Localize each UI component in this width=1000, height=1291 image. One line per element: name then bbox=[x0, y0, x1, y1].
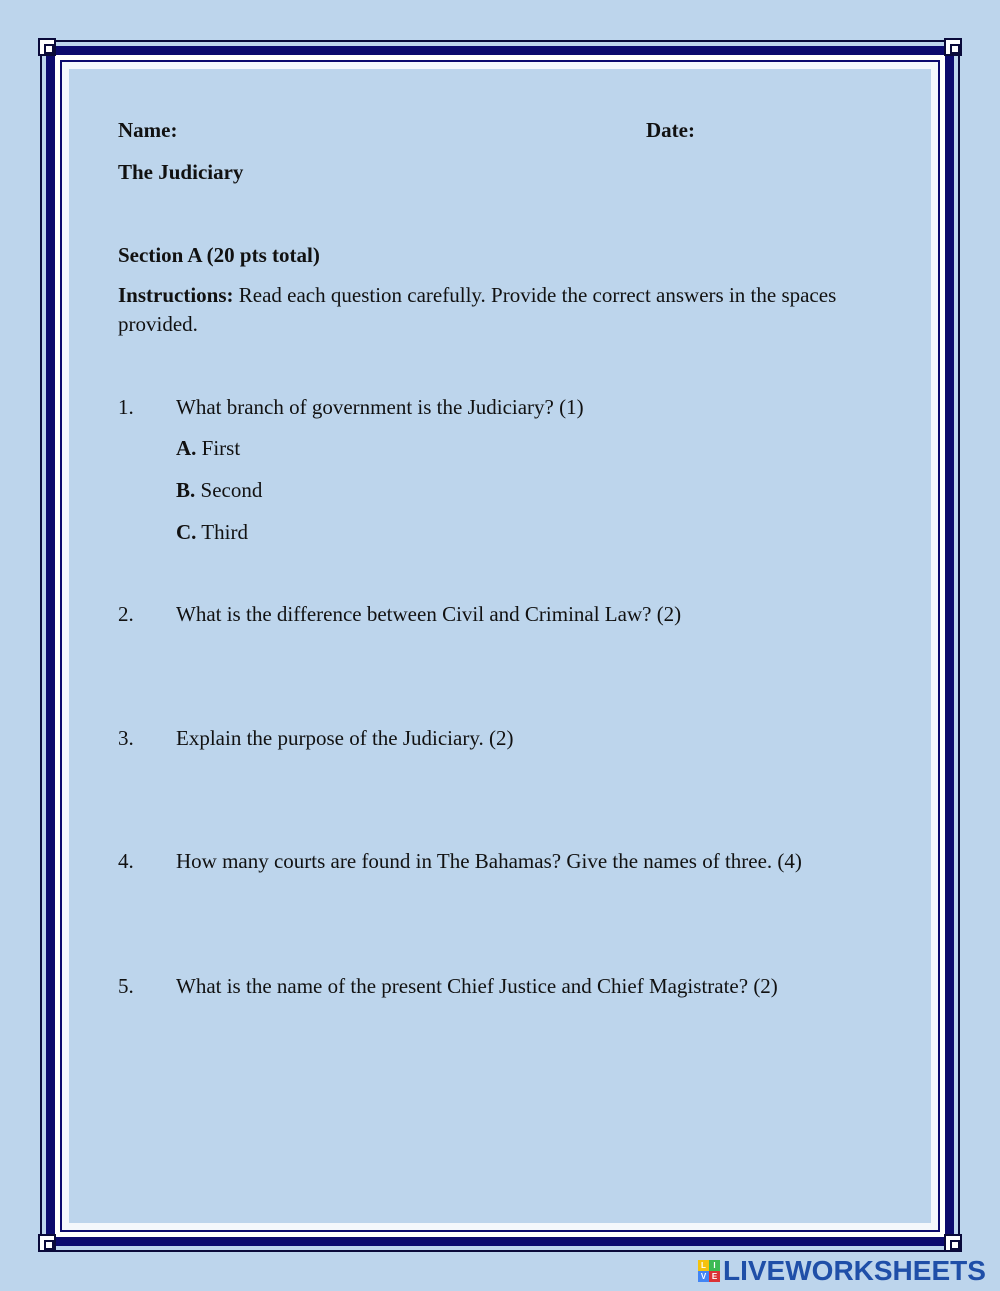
logo-icon-letter: V bbox=[698, 1271, 709, 1282]
section-title: Section A (20 pts total) bbox=[118, 243, 320, 267]
question-5-text: What is the name of the present Chief Justice and Chief Magistrate? (2) bbox=[176, 974, 778, 998]
question-1-option-a[interactable] bbox=[176, 434, 240, 463]
instructions bbox=[118, 281, 848, 339]
question-2-number: 2. bbox=[118, 602, 134, 626]
option-letter: A. bbox=[176, 436, 197, 460]
option-text: Second bbox=[195, 478, 263, 502]
question-5-number: 5. bbox=[118, 974, 134, 998]
question-1-text: What branch of government is the Judiciary? (1) bbox=[176, 395, 584, 419]
question-4-number: 4. bbox=[118, 849, 134, 873]
question-1-option-b[interactable] bbox=[176, 476, 262, 505]
worksheet-title: The Judiciary bbox=[118, 160, 244, 184]
logo-icon-letter: E bbox=[709, 1271, 720, 1282]
question-1-number: 1. bbox=[118, 395, 134, 419]
logo-icon-letter: I bbox=[709, 1260, 720, 1271]
question-3-text: Explain the purpose of the Judiciary. (2) bbox=[176, 726, 514, 750]
option-letter: B. bbox=[176, 478, 196, 502]
instructions-text: Read each question carefully. Provide the correct answers in the spaces provided. bbox=[118, 283, 837, 336]
option-letter: C. bbox=[176, 520, 197, 544]
name-label: Name: bbox=[118, 118, 178, 142]
option-text: Third bbox=[196, 520, 248, 544]
question-3-number: 3. bbox=[118, 726, 134, 750]
instructions-label: Instructions: bbox=[118, 283, 234, 307]
date-label: Date: bbox=[646, 118, 695, 142]
liveworksheets-logo bbox=[698, 1256, 986, 1286]
question-1-option-c[interactable] bbox=[176, 518, 248, 547]
logo-icon-letter: L bbox=[698, 1260, 709, 1271]
liveworksheets-logo-icon bbox=[698, 1260, 720, 1282]
option-text: First bbox=[196, 436, 241, 460]
liveworksheets-logo-text: LIVEWORKSHEETS bbox=[723, 1255, 986, 1286]
question-4-text: How many courts are found in The Bahamas? Give the names of three. (4) bbox=[176, 849, 802, 873]
question-2-text: What is the difference between Civil and Criminal Law? (2) bbox=[176, 602, 682, 626]
